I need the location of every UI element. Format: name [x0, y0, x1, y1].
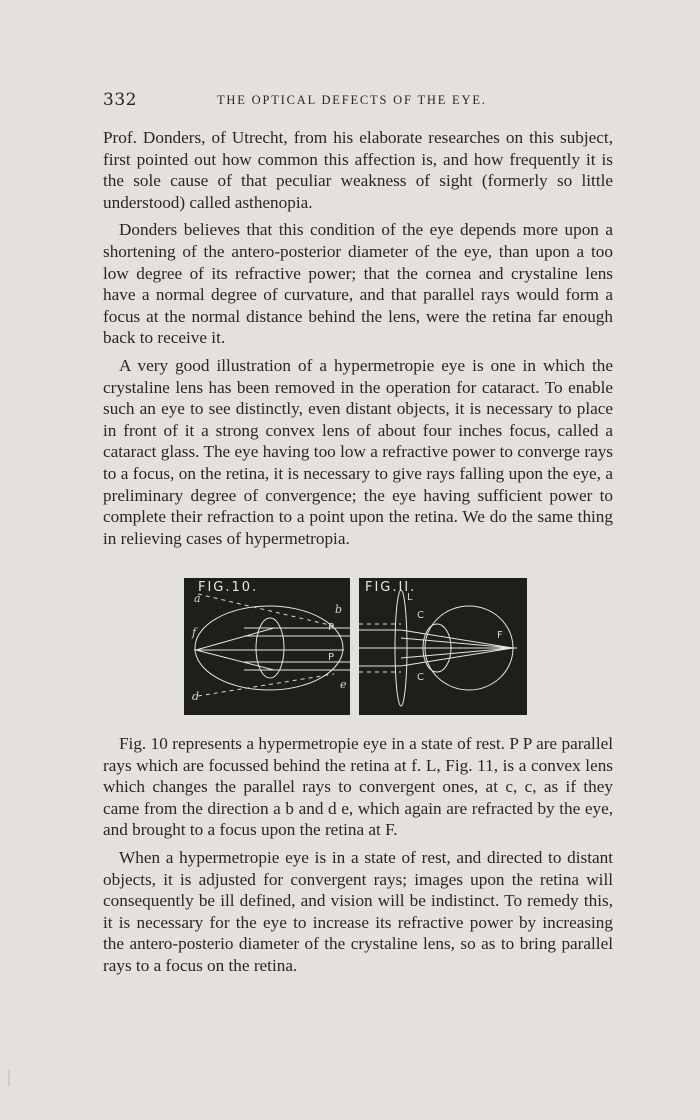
- fig11-letter-F: F: [497, 630, 503, 641]
- figure-11: [359, 578, 527, 715]
- fig10-letter-b: b: [335, 603, 343, 616]
- paragraph-remedy: When a hypermetropie eye is in a state of rest, and directed to distant objects, it is adjusted for convergent rays; images upon the retina will consequently be ill defined, and vision will be indistinct. To remedy this, it is necessary for the eye to increase its refractive power by increasing the antero-posterio diameter of the crystaline lens, so as to bring parallel rays to a focus on the retina.: [103, 847, 613, 975]
- figure-11-diagram: [359, 578, 527, 715]
- fig11-letter-c-bottom: C: [417, 672, 424, 683]
- figure-10: [184, 578, 350, 715]
- fig10-letter-p1: P: [328, 622, 335, 633]
- running-head: THE OPTICAL DEFECTS OF THE EYE.: [217, 93, 487, 107]
- fig10-converging-ray-top: [196, 628, 274, 650]
- page-number: 332: [103, 90, 137, 110]
- fig10-letter-e: e: [340, 678, 347, 691]
- body-text-top: [103, 127, 613, 549]
- paragraph-donders-intro: Prof. Donders, of Utrecht, from his elaborate researches on this subject, first pointed out how common this affection is, and how frequently it is the sole cause of that peculiar weakness of sight (formerly so little understood) called asthenopia.: [103, 128, 613, 212]
- fig10-eyeball: [195, 606, 343, 690]
- figure-10-label: FIG.10.: [198, 580, 259, 595]
- figure-plate: [184, 578, 527, 715]
- paragraph-illustration: A very good illustration of a hypermetropie eye is one in which the crystaline lens has been removed in the operation for cataract. To enable such an eye to see distinctly, even distant objects, it is necessary to place in front of it a strong convex lens of about four inches focus, called a cataract glass. The eye having too low a refractive power to converge rays to a focus, on the retina, it is necessary to give rays falling upon the eye, a preliminary degree of convergence; the eye having sufficient power to complete their refraction to a point upon the retina. We do the same thing in relieving cases of hypermetropia.: [103, 355, 613, 548]
- paragraph-donders-theory: Donders believes that this condition of the eye depends more upon a shortening of the antero-posterior diameter of the eye, than upon a too low degree of its refractive power; that the cornea and crystaline lens have a normal degree of curvature, and that parallel rays would form a focus at the normal distance behind the lens, were the retina far enough back to receive it.: [103, 220, 613, 348]
- fig10-converging-ray-bottom: [196, 650, 274, 670]
- body-text-bottom: [103, 733, 613, 977]
- fig11-letter-L: L: [407, 592, 413, 603]
- paragraph-figure-explanation: Fig. 10 represents a hypermetropie eye in a state of rest. P P are parallel rays which are focussed behind the retina at f. L, Fig. 11, is a convex lens which changes the parallel rays to convergent ones, at c, c, as if they came from the direction a b and d e, which again are refracted by the eye, and brought to a focus upon the retina at F.: [103, 734, 613, 840]
- fig10-letter-a: a: [194, 592, 201, 605]
- figure-10-diagram: [184, 578, 350, 715]
- margin-mark: [8, 1070, 10, 1086]
- fig10-letter-p2: P: [328, 652, 335, 663]
- fig10-dashed-ab: [198, 594, 334, 626]
- fig11-letter-c-top: C: [417, 610, 424, 621]
- fig10-letter-f: f: [192, 626, 197, 639]
- figure-11-label: FIG.II.: [365, 580, 417, 595]
- page-header: [103, 88, 613, 116]
- fig10-letter-d: d: [192, 690, 200, 703]
